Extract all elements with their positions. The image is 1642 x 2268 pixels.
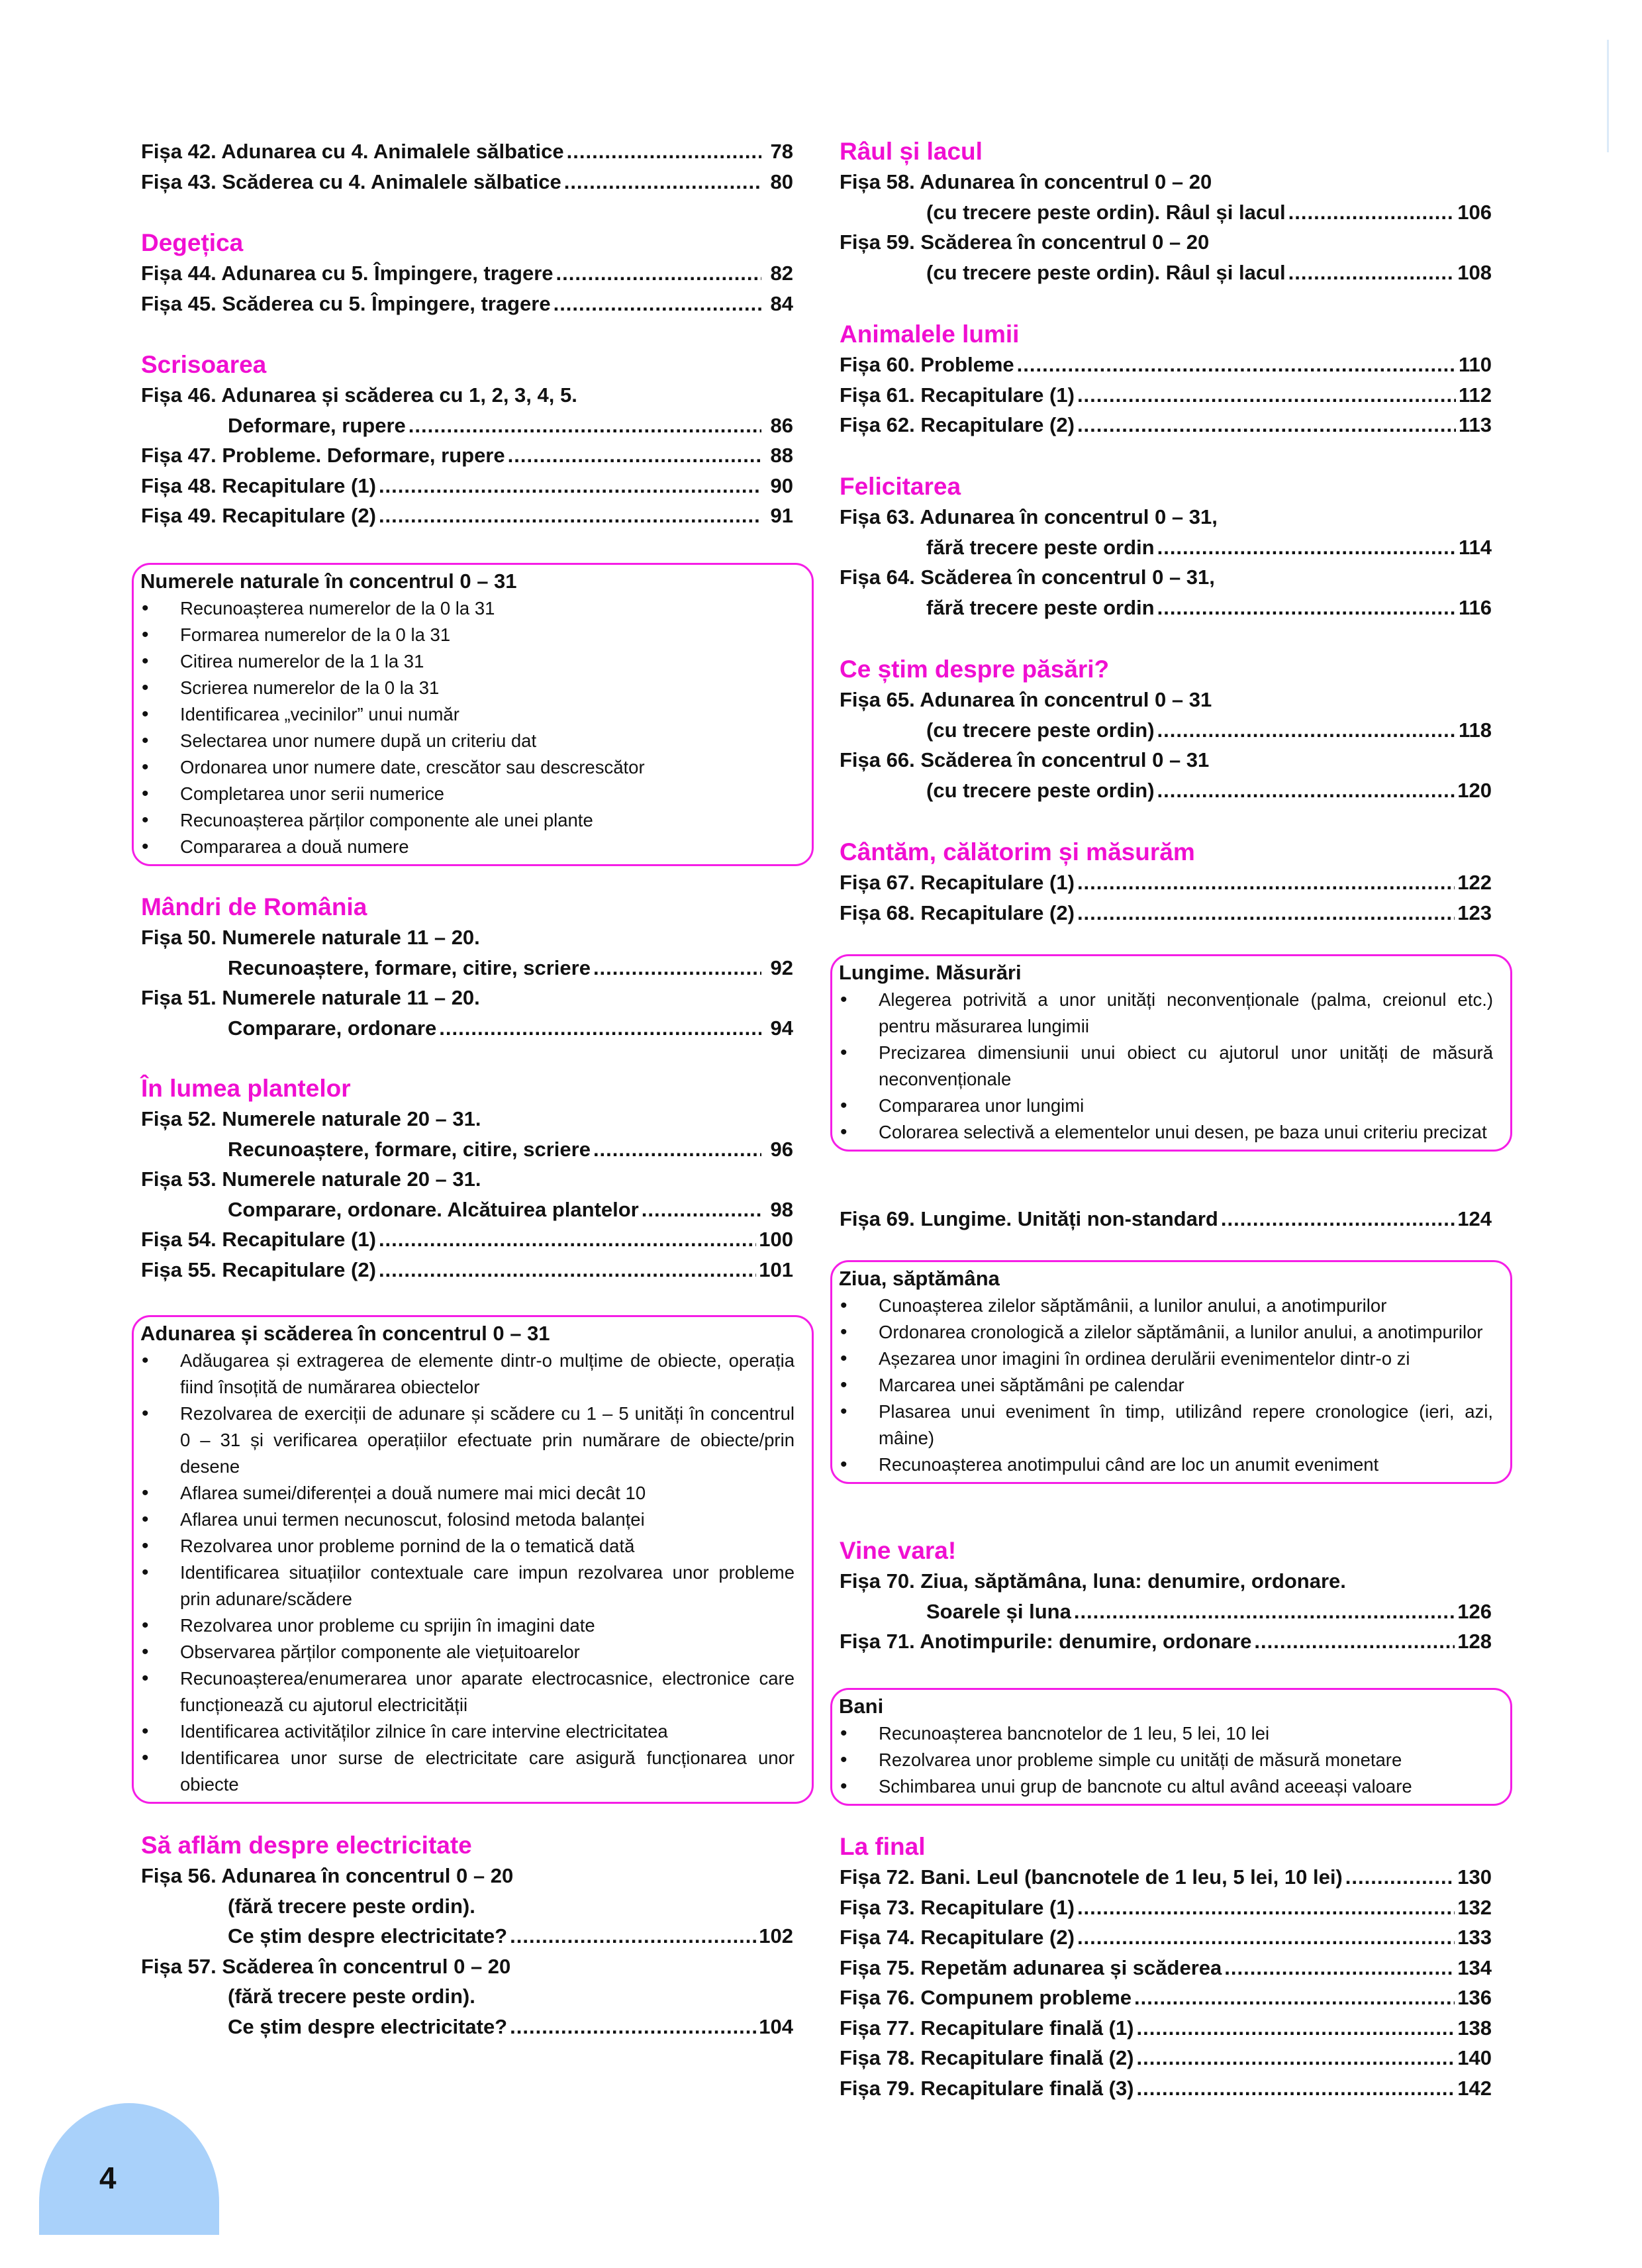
entry-page: 101 <box>759 1257 793 1281</box>
objective-item: • Compararea a două numere <box>140 834 795 860</box>
objective-item: • Ordonarea cronologică a zilelor săptămânii, a lunilor anului, a anotimpurilor <box>839 1319 1493 1346</box>
dot-leader <box>567 136 761 167</box>
dot-leader <box>1077 1922 1455 1953</box>
dot-leader <box>642 1195 761 1225</box>
toc-entry[interactable] <box>840 1893 1492 1923</box>
entry-title: Fișa 77. Recapitulare finală (1) <box>840 2016 1134 2040</box>
entry-page: 114 <box>1458 535 1492 559</box>
box-title: Ziua, săptămâna <box>839 1267 1000 1290</box>
entry-page: 128 <box>1457 1630 1492 1653</box>
dot-leader <box>1077 867 1455 898</box>
entry-page: 132 <box>1457 1895 1492 1919</box>
entry-title: Fișa 44. Adunarea cu 5. Împingere, tragere <box>141 262 554 285</box>
entry-title: Fișa 55. Recapitulare (2) <box>141 1257 376 1281</box>
toc-entry[interactable] <box>141 380 793 411</box>
entry-title: fără trecere peste ordin <box>926 595 1155 619</box>
entry-page: 118 <box>1458 718 1492 742</box>
objectives-box <box>132 1315 814 1804</box>
objective-item: • Aflarea sumei/diferenței a două numere mai mici decât 10 <box>140 1480 795 1506</box>
entry-page: 122 <box>1457 871 1492 894</box>
box-title: Bani <box>839 1695 884 1718</box>
objective-item: • Formarea numerelor de la 0 la 31 <box>140 622 795 648</box>
toc-entry[interactable] <box>840 1862 1492 1893</box>
entry-title: Fișa 74. Recapitulare (2) <box>840 1926 1075 1949</box>
entry-page: 96 <box>770 1137 793 1161</box>
entry-title: Fișa 75. Repetăm adunarea și scăderea <box>840 1955 1222 1979</box>
entry-page: 91 <box>770 504 793 527</box>
dot-leader <box>1077 898 1455 928</box>
toc-entry[interactable] <box>840 745 1492 775</box>
entry-page: 123 <box>1457 901 1492 924</box>
section-heading: Râul și lacul <box>840 138 983 165</box>
toc-entry[interactable] <box>840 227 1492 258</box>
entry-title: Fișa 76. Compunem probleme <box>840 1986 1132 2009</box>
entry-page: 110 <box>1458 353 1492 376</box>
section-heading: Cântăm, călătorim și măsurăm <box>840 838 1195 865</box>
entry-title: Fișa 52. Numerele naturale 20 – 31. <box>141 1107 481 1130</box>
toc-section <box>840 1204 1492 1234</box>
toc-entry[interactable] <box>840 167 1492 197</box>
toc-entry[interactable] <box>840 1953 1492 1983</box>
entry-title: (fără trecere peste ordin). <box>228 1894 475 1918</box>
objective-item: • Ordonarea unor numere date, crescător sau descrescător <box>140 754 795 781</box>
entry-page: 102 <box>759 1924 793 1948</box>
toc-entry[interactable] <box>141 1861 793 1891</box>
entry-title: Recunoaștere, formare, citire, scriere <box>228 956 591 979</box>
objective-item: • Rezolvarea unor probleme cu sprijin în imagini date <box>140 1612 795 1639</box>
objectives-box <box>830 1688 1512 1806</box>
dot-leader <box>593 953 761 983</box>
entry-page: 78 <box>770 140 793 163</box>
page-edge-line <box>1607 40 1609 152</box>
objectives-box <box>830 954 1512 1152</box>
section-heading: Mândri de România <box>141 893 367 920</box>
toc-entry[interactable] <box>141 1104 793 1134</box>
entry-page: 94 <box>770 1016 793 1040</box>
toc-entry[interactable] <box>141 1921 793 1951</box>
objective-item: • Așezarea unor imagini în ordinea derulării evenimentelor dintr-o zi <box>839 1346 1493 1372</box>
entry-title: Deformare, rupere <box>228 413 406 437</box>
entry-page: 86 <box>770 413 793 437</box>
dot-leader <box>593 1134 761 1165</box>
entry-title: Fișa 51. Numerele naturale 11 – 20. <box>141 986 480 1009</box>
entry-page: 112 <box>1458 383 1492 407</box>
entry-title: (cu trecere peste ordin) <box>926 718 1155 742</box>
toc-entry[interactable] <box>141 136 793 167</box>
entry-page: 84 <box>770 291 793 315</box>
page-number-badge <box>39 2103 219 2235</box>
entry-title: Ce știm despre electricitate? <box>228 1924 508 1948</box>
entry-title: Fișa 43. Scăderea cu 4. Animalele sălbatice <box>141 170 561 193</box>
toc-entry[interactable] <box>840 2043 1492 2073</box>
toc-entry[interactable] <box>840 867 1492 898</box>
toc-entry[interactable] <box>141 953 793 983</box>
entry-title: (fără trecere peste ordin). <box>228 1985 475 2008</box>
toc-section <box>840 1832 1492 2103</box>
entry-title: Soarele și luna <box>926 1599 1071 1623</box>
entry-title: (cu trecere peste ordin). Râul și lacul <box>926 260 1286 284</box>
entry-page: 142 <box>1457 2076 1492 2100</box>
objectives-list <box>140 1348 795 1798</box>
objective-item: • Compararea unor lungimi <box>839 1093 1493 1119</box>
section-heading: Vine vara! <box>840 1537 957 1564</box>
entry-title: Fișa 49. Recapitulare (2) <box>141 504 376 527</box>
objective-item: • Marcarea unei săptămâni pe calendar <box>839 1372 1493 1399</box>
entry-page: 116 <box>1458 595 1492 619</box>
section-heading: Ce știm despre păsări? <box>840 656 1110 683</box>
toc-entry[interactable] <box>840 593 1492 623</box>
dot-leader <box>1134 1983 1455 2013</box>
objective-item: • Observarea părților componente ale viețuitoarelor <box>140 1639 795 1665</box>
entry-title: Fișa 63. Adunarea în concentrul 0 – 31, <box>840 505 1218 528</box>
entry-title: Fișa 48. Recapitulare (1) <box>141 473 376 497</box>
toc-entry[interactable] <box>840 380 1492 411</box>
dot-leader <box>1288 258 1455 288</box>
objective-item: • Identificarea situațiilor contextuale care impun rezolvarea unor probleme prin adunare/scădere <box>140 1559 795 1612</box>
objective-item: • Adăugarea și extragerea de elemente dintr-o mulțime de obiecte, operația fiind însoțită de numărarea obiectelor <box>140 1348 795 1401</box>
toc-section <box>840 654 1492 805</box>
entry-title: Fișa 72. Bani. Leul (bancnotele de 1 leu, 5 lei, 10 lei) <box>840 1865 1343 1889</box>
dot-leader <box>1074 1597 1455 1627</box>
entry-title: Fișa 58. Adunarea în concentrul 0 – 20 <box>840 170 1212 193</box>
toc-entry[interactable] <box>141 983 793 1013</box>
section-heading: Felicitarea <box>840 473 961 500</box>
entry-title: Comparare, ordonare. Alcătuirea plantelor <box>228 1197 639 1221</box>
toc-section <box>141 350 793 531</box>
dot-leader <box>1077 410 1456 440</box>
section-heading: La final <box>840 1833 926 1860</box>
toc-entry[interactable] <box>840 1626 1492 1657</box>
toc-section <box>141 892 793 1043</box>
toc-entry[interactable] <box>141 1224 793 1255</box>
entry-title: Fișa 78. Recapitulare finală (2) <box>840 2046 1134 2069</box>
objective-item: • Colorarea selectivă a elementelor unui desen, pe baza unui criteriu precizat <box>839 1119 1493 1146</box>
objective-item: • Recunoașterea anotimpului când are loc un anumit eveniment <box>839 1452 1493 1478</box>
objectives-box <box>830 1260 1512 1484</box>
objectives-list <box>839 1720 1493 1800</box>
toc-entry[interactable] <box>840 898 1492 928</box>
box-title: Adunarea și scăderea în concentrul 0 – 31 <box>140 1322 550 1345</box>
entry-page: 124 <box>1457 1207 1492 1230</box>
entry-title: Ce știm despre electricitate? <box>228 2014 508 2038</box>
dot-leader <box>1137 2013 1455 2044</box>
page-number: 4 <box>99 2161 117 2195</box>
dot-leader <box>510 1921 756 1951</box>
entry-page: 126 <box>1457 1599 1492 1623</box>
dot-leader <box>1157 715 1456 746</box>
toc-entry[interactable] <box>840 775 1492 806</box>
dot-leader <box>379 501 761 531</box>
entry-page: 120 <box>1457 778 1492 802</box>
entry-title: Fișa 70. Ziua, săptămâna, luna: denumire, ordonare. <box>840 1569 1346 1593</box>
entry-page: 138 <box>1457 2016 1492 2040</box>
objective-item: • Plasarea unui eveniment în timp, utilizând repere cronologice (ieri, azi, mâine) <box>839 1399 1493 1452</box>
toc-entry[interactable] <box>141 440 793 471</box>
entry-page: 130 <box>1457 1865 1492 1889</box>
toc-entry[interactable] <box>840 2073 1492 2104</box>
objective-item: • Schimbarea unui grup de bancnote cu altul având aceeași valoare <box>839 1773 1493 1800</box>
entry-page: 136 <box>1457 1986 1492 2009</box>
toc-entry[interactable] <box>840 1983 1492 2013</box>
dot-leader <box>409 411 761 441</box>
entry-title: Fișa 79. Recapitulare finală (3) <box>840 2076 1134 2100</box>
objective-item: • Precizarea dimensiunii unui obiect cu ajutorul unor unități de măsură neconvenționale <box>839 1040 1493 1093</box>
dot-leader <box>1077 380 1456 411</box>
objectives-list <box>140 595 795 860</box>
toc-entry[interactable] <box>141 922 793 953</box>
entry-page: 82 <box>770 262 793 285</box>
dot-leader <box>1157 775 1455 806</box>
entry-title: Fișa 59. Scăderea în concentrul 0 – 20 <box>840 230 1210 254</box>
toc-section <box>141 1830 793 2042</box>
objective-item: • Citirea numerelor de la 1 la 31 <box>140 648 795 675</box>
toc-section <box>840 837 1492 928</box>
entry-title: Fișa 50. Numerele naturale 11 – 20. <box>141 926 480 949</box>
toc-entry[interactable] <box>840 715 1492 746</box>
entry-title: Fișa 54. Recapitulare (1) <box>141 1228 376 1251</box>
entry-title: Fișa 71. Anotimpurile: denumire, ordonare <box>840 1630 1252 1653</box>
dot-leader <box>439 1013 761 1044</box>
toc-entry[interactable] <box>141 501 793 531</box>
toc-entry[interactable] <box>141 411 793 441</box>
dot-leader <box>1254 1626 1455 1657</box>
toc-entry[interactable] <box>840 685 1492 715</box>
entry-title: Fișa 67. Recapitulare (1) <box>840 871 1075 894</box>
dot-leader <box>379 1224 756 1255</box>
toc-entry[interactable] <box>141 1891 793 1922</box>
objective-item: • Completarea unor serii numerice <box>140 781 795 807</box>
dot-leader <box>564 167 761 197</box>
section-heading: Scrisoarea <box>141 351 267 378</box>
toc-entry[interactable] <box>840 1597 1492 1627</box>
entry-page: 88 <box>770 444 793 467</box>
dot-leader <box>556 258 761 289</box>
entry-page: 108 <box>1457 260 1492 284</box>
objective-item: • Identificarea „vecinilor” unui număr <box>140 701 795 728</box>
objective-item: • Scrierea numerelor de la 0 la 31 <box>140 675 795 701</box>
entry-title: Fișa 47. Probleme. Deformare, rupere <box>141 444 505 467</box>
entry-title: Fișa 66. Scăderea în concentrul 0 – 31 <box>840 748 1210 771</box>
box-title: Numerele naturale în concentrul 0 – 31 <box>140 569 517 593</box>
objective-item: • Recunoașterea/enumerarea unor aparate electrocasnice, electronice care funcționează cu ajutorul electricității <box>140 1665 795 1718</box>
objective-item: • Identificarea activităților zilnice în care intervine electricitatea <box>140 1718 795 1745</box>
toc-entry[interactable] <box>141 1255 793 1285</box>
entry-page: 140 <box>1457 2046 1492 2069</box>
toc-entry[interactable] <box>840 350 1492 380</box>
entry-page: 133 <box>1457 1926 1492 1949</box>
entry-page: 106 <box>1457 200 1492 224</box>
entry-title: (cu trecere peste ordin) <box>926 778 1155 802</box>
objective-item: • Alegerea potrivită a unor unități neconvenționale (palma, creionul etc.) pentru măsurarea lungimii <box>839 987 1493 1040</box>
toc-entry[interactable] <box>840 532 1492 563</box>
entry-title: Fișa 60. Probleme <box>840 353 1014 376</box>
toc-entry[interactable] <box>141 2012 793 2042</box>
toc-entry[interactable] <box>840 410 1492 440</box>
toc-entry[interactable] <box>141 1013 793 1044</box>
dot-leader <box>1345 1862 1455 1893</box>
toc-entry[interactable] <box>141 1164 793 1195</box>
objective-item: • Identificarea unor surse de electricitate care asigură funcționarea unor obiecte <box>140 1745 795 1798</box>
dot-leader <box>1157 593 1456 623</box>
entry-title: Fișa 69. Lungime. Unități non-standard <box>840 1207 1218 1230</box>
objective-item: • Recunoașterea numerelor de la 0 la 31 <box>140 595 795 622</box>
dot-leader <box>1224 1953 1455 1983</box>
toc-entry[interactable] <box>840 1922 1492 1953</box>
dot-leader <box>1157 532 1456 563</box>
toc-section <box>141 228 793 319</box>
entry-page: 92 <box>770 956 793 979</box>
entry-title: Fișa 57. Scăderea în concentrul 0 – 20 <box>141 1954 511 1978</box>
toc-section <box>840 1536 1492 1657</box>
toc-section <box>840 471 1492 622</box>
entry-page: 104 <box>759 2014 793 2038</box>
entry-title: Fișa 53. Numerele naturale 20 – 31. <box>141 1167 481 1191</box>
entry-page: 98 <box>770 1197 793 1221</box>
entry-title: Comparare, ordonare <box>228 1016 437 1040</box>
entry-title: Fișa 61. Recapitulare (1) <box>840 383 1075 407</box>
entry-title: Fișa 42. Adunarea cu 4. Animalele sălbatice <box>141 140 564 163</box>
toc-entry[interactable] <box>141 1951 793 1982</box>
entry-title: Fișa 68. Recapitulare (2) <box>840 901 1075 924</box>
dot-leader <box>1221 1204 1455 1234</box>
toc-entry[interactable] <box>840 1566 1492 1597</box>
entry-title: Fișa 45. Scăderea cu 5. Împingere, tragere <box>141 291 551 315</box>
entry-page: 134 <box>1457 1955 1492 1979</box>
toc-entry[interactable] <box>840 258 1492 288</box>
toc-entry[interactable] <box>141 471 793 501</box>
toc-entry[interactable] <box>840 502 1492 532</box>
objective-item: • Rezolvarea unor probleme simple cu unități de măsură monetare <box>839 1747 1493 1773</box>
objectives-box <box>132 563 814 866</box>
toc-entry[interactable] <box>141 1134 793 1165</box>
objectives-list <box>839 987 1493 1146</box>
section-heading: Animalele lumii <box>840 320 1020 348</box>
entry-page: 113 <box>1458 413 1492 436</box>
entry-title: Fișa 64. Scăderea în concentrul 0 – 31, <box>840 566 1215 589</box>
entry-page: 80 <box>770 170 793 193</box>
dot-leader <box>1137 2043 1455 2073</box>
entry-title: Fișa 65. Adunarea în concentrul 0 – 31 <box>840 688 1212 711</box>
toc-entry[interactable] <box>141 167 793 197</box>
toc-entry[interactable] <box>141 258 793 289</box>
section-heading: Degețica <box>141 229 244 256</box>
dot-leader <box>379 1255 756 1285</box>
entry-title: Fișa 46. Adunarea și scăderea cu 1, 2, 3, 4, 5. <box>141 383 577 407</box>
entry-page: 100 <box>759 1228 793 1251</box>
objective-item: • Recunoașterea bancnotelor de 1 leu, 5 lei, 10 lei <box>839 1720 1493 1747</box>
objectives-list <box>839 1293 1493 1478</box>
objective-item: • Rezolvarea de exerciții de adunare și scădere cu 1 – 5 unități în concentrul 0 – 31 și verificarea operațiilor efectuate prin numărare de obiecte/prin desene <box>140 1401 795 1480</box>
section-heading: Să aflăm despre electricitate <box>141 1832 472 1859</box>
entry-title: Fișa 56. Adunarea în concentrul 0 – 20 <box>141 1864 514 1887</box>
dot-leader <box>1077 1893 1455 1923</box>
dot-leader <box>1137 2073 1455 2104</box>
toc-entry[interactable] <box>141 289 793 319</box>
dot-leader <box>508 440 761 471</box>
dot-leader <box>379 471 761 501</box>
dot-leader <box>1017 350 1456 380</box>
dot-leader <box>1288 197 1455 228</box>
entry-title: (cu trecere peste ordin). Râul și lacul <box>926 200 1286 224</box>
toc-section <box>141 136 793 197</box>
toc-entry[interactable] <box>840 2013 1492 2044</box>
entry-title: Fișa 62. Recapitulare (2) <box>840 413 1075 436</box>
toc-entry[interactable] <box>840 1204 1492 1234</box>
objective-item: • Cunoașterea zilelor săptămânii, a lunilor anului, a anotimpurilor <box>839 1293 1493 1319</box>
objective-item: • Rezolvarea unor probleme pornind de la o tematică dată <box>140 1533 795 1559</box>
dot-leader <box>510 2012 756 2042</box>
toc-section <box>840 319 1492 440</box>
section-heading: În lumea plantelor <box>141 1075 351 1102</box>
toc-entry[interactable] <box>840 562 1492 593</box>
dot-leader <box>554 289 761 319</box>
toc-section <box>840 136 1492 287</box>
entry-title: Recunoaștere, formare, citire, scriere <box>228 1137 591 1161</box>
toc-section <box>141 1073 793 1285</box>
toc-entry[interactable] <box>840 197 1492 228</box>
toc-entry[interactable] <box>141 1195 793 1225</box>
objective-item: • Selectarea unor numere după un criteriu dat <box>140 728 795 754</box>
entry-title: Fișa 73. Recapitulare (1) <box>840 1895 1075 1919</box>
toc-entry[interactable] <box>141 1981 793 2012</box>
entry-title: fără trecere peste ordin <box>926 535 1155 559</box>
objective-item: • Aflarea unui termen necunoscut, folosind metoda balanței <box>140 1506 795 1533</box>
objective-item: • Recunoașterea părților componente ale unei plante <box>140 807 795 834</box>
box-title: Lungime. Măsurări <box>839 961 1022 984</box>
entry-page: 90 <box>770 473 793 497</box>
